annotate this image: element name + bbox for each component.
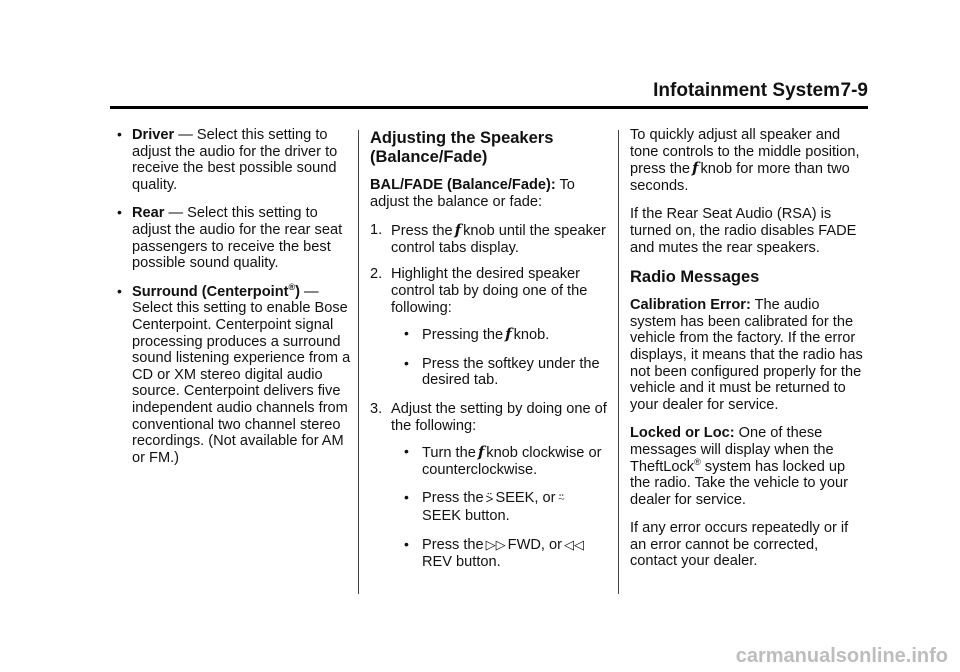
text-driver: — Select this setting to adjust the audio for the driver to receive the best possible sound quality.	[132, 127, 338, 193]
paragraph-calibration: Calibration Error: The audio system has been calibrated for the vehicle from the factory. If the error displays, it means that the radio has not been configured properly for the vehicle and it must be returned to your dealer for service.	[630, 297, 863, 413]
header-title: Infotainment System	[653, 80, 840, 101]
step-3: 3. Adjust the setting by doing one of the following:	[370, 400, 607, 434]
bullet-icon: •	[404, 325, 409, 342]
bullet-surround	[112, 281, 352, 467]
term-surround: Surround (Centerpoint®)	[132, 281, 300, 300]
seek-up-icon: ⍩	[485, 491, 494, 507]
section-heading-radio-messages: Radio Messages	[630, 268, 760, 287]
bullet-icon: •	[117, 282, 122, 299]
step-3-bullet-1: • Turn the f knob clockwise or counterclockwise.	[404, 443, 602, 478]
text-rear: — Select this setting to adjust the audio for the rear seat passengers to receive the best possible sound quality.	[132, 205, 343, 272]
column-1	[112, 127, 352, 478]
tune-knob-icon: f	[477, 443, 485, 462]
term-driver: Driver	[132, 127, 175, 143]
step-2-bullet-2: • Press the softkey under the desired tab.	[404, 354, 600, 389]
column-3	[630, 127, 868, 582]
paragraph-locked: Locked or Loc: One of these messages will display when the TheftLock® system has locked up the radio. Take the vehicle to your dealer for service.	[630, 425, 848, 508]
bullet-icon: •	[404, 354, 409, 371]
fast-forward-icon: ▷▷	[485, 537, 506, 553]
section-heading-speakers: Adjusting the Speakers (Balance/Fade)	[370, 129, 554, 166]
paragraph-error: If any error occurs repeatedly or if an error cannot be corrected, contact your dealer.	[630, 520, 849, 570]
bullet-icon: •	[404, 489, 409, 506]
bullet-rear	[112, 205, 352, 271]
paragraph-reset: To quickly adjust all speaker and tone controls to the middle position, press the f knob for more than two seconds.	[630, 127, 860, 194]
term-rear: Rear	[132, 205, 165, 222]
tune-knob-icon: f	[454, 221, 462, 240]
step-3-bullet-3: • Press the ▷▷ FWD, or ◁◁ REV button.	[404, 535, 584, 571]
watermark: carmanualsonline.info	[735, 645, 948, 667]
seek-down-icon: ⍨	[557, 491, 566, 507]
bullet-icon: •	[404, 443, 409, 460]
intro-balfade: BAL/FADE (Balance/Fade): To adjust the balance or fade:	[370, 177, 575, 210]
column-divider-2	[618, 130, 619, 594]
bullet-icon: •	[117, 204, 122, 221]
text-surround: — Select this setting to enable Bose Centerpoint. Centerpoint signal processing produces a surround sound listening experience from a CD or XM stereo digital audio source. Centerpoint delivers five independent audio channels from conventional two channel stereo recordings. (Not available for AM or FM.)	[132, 283, 351, 466]
step-2-bullet-1: • Pressing the f knob.	[404, 325, 550, 344]
column-2	[370, 127, 610, 583]
bullet-icon: •	[117, 126, 122, 142]
paragraph-rsa: If the Rear Seat Audio (RSA) is turned on, the radio disables FADE and mutes the rear speakers.	[630, 206, 857, 256]
bullet-icon: •	[404, 535, 409, 552]
step-2: 2. Highlight the desired speaker control tab by doing one of the following:	[370, 266, 588, 316]
step-3-bullet-2: • Press the ⍩ SEEK, or ⍨ SEEK button.	[404, 489, 566, 524]
rewind-icon: ◁◁	[563, 537, 584, 553]
tune-knob-icon: f	[692, 159, 699, 178]
step-1: 1. Press the f knob until the speaker control tabs display.	[370, 221, 606, 256]
page-number: 7-9	[840, 80, 868, 101]
header-rule	[110, 106, 868, 109]
tune-knob-icon: f	[505, 325, 512, 344]
column-divider-1	[358, 130, 359, 594]
bullet-driver	[112, 127, 352, 193]
